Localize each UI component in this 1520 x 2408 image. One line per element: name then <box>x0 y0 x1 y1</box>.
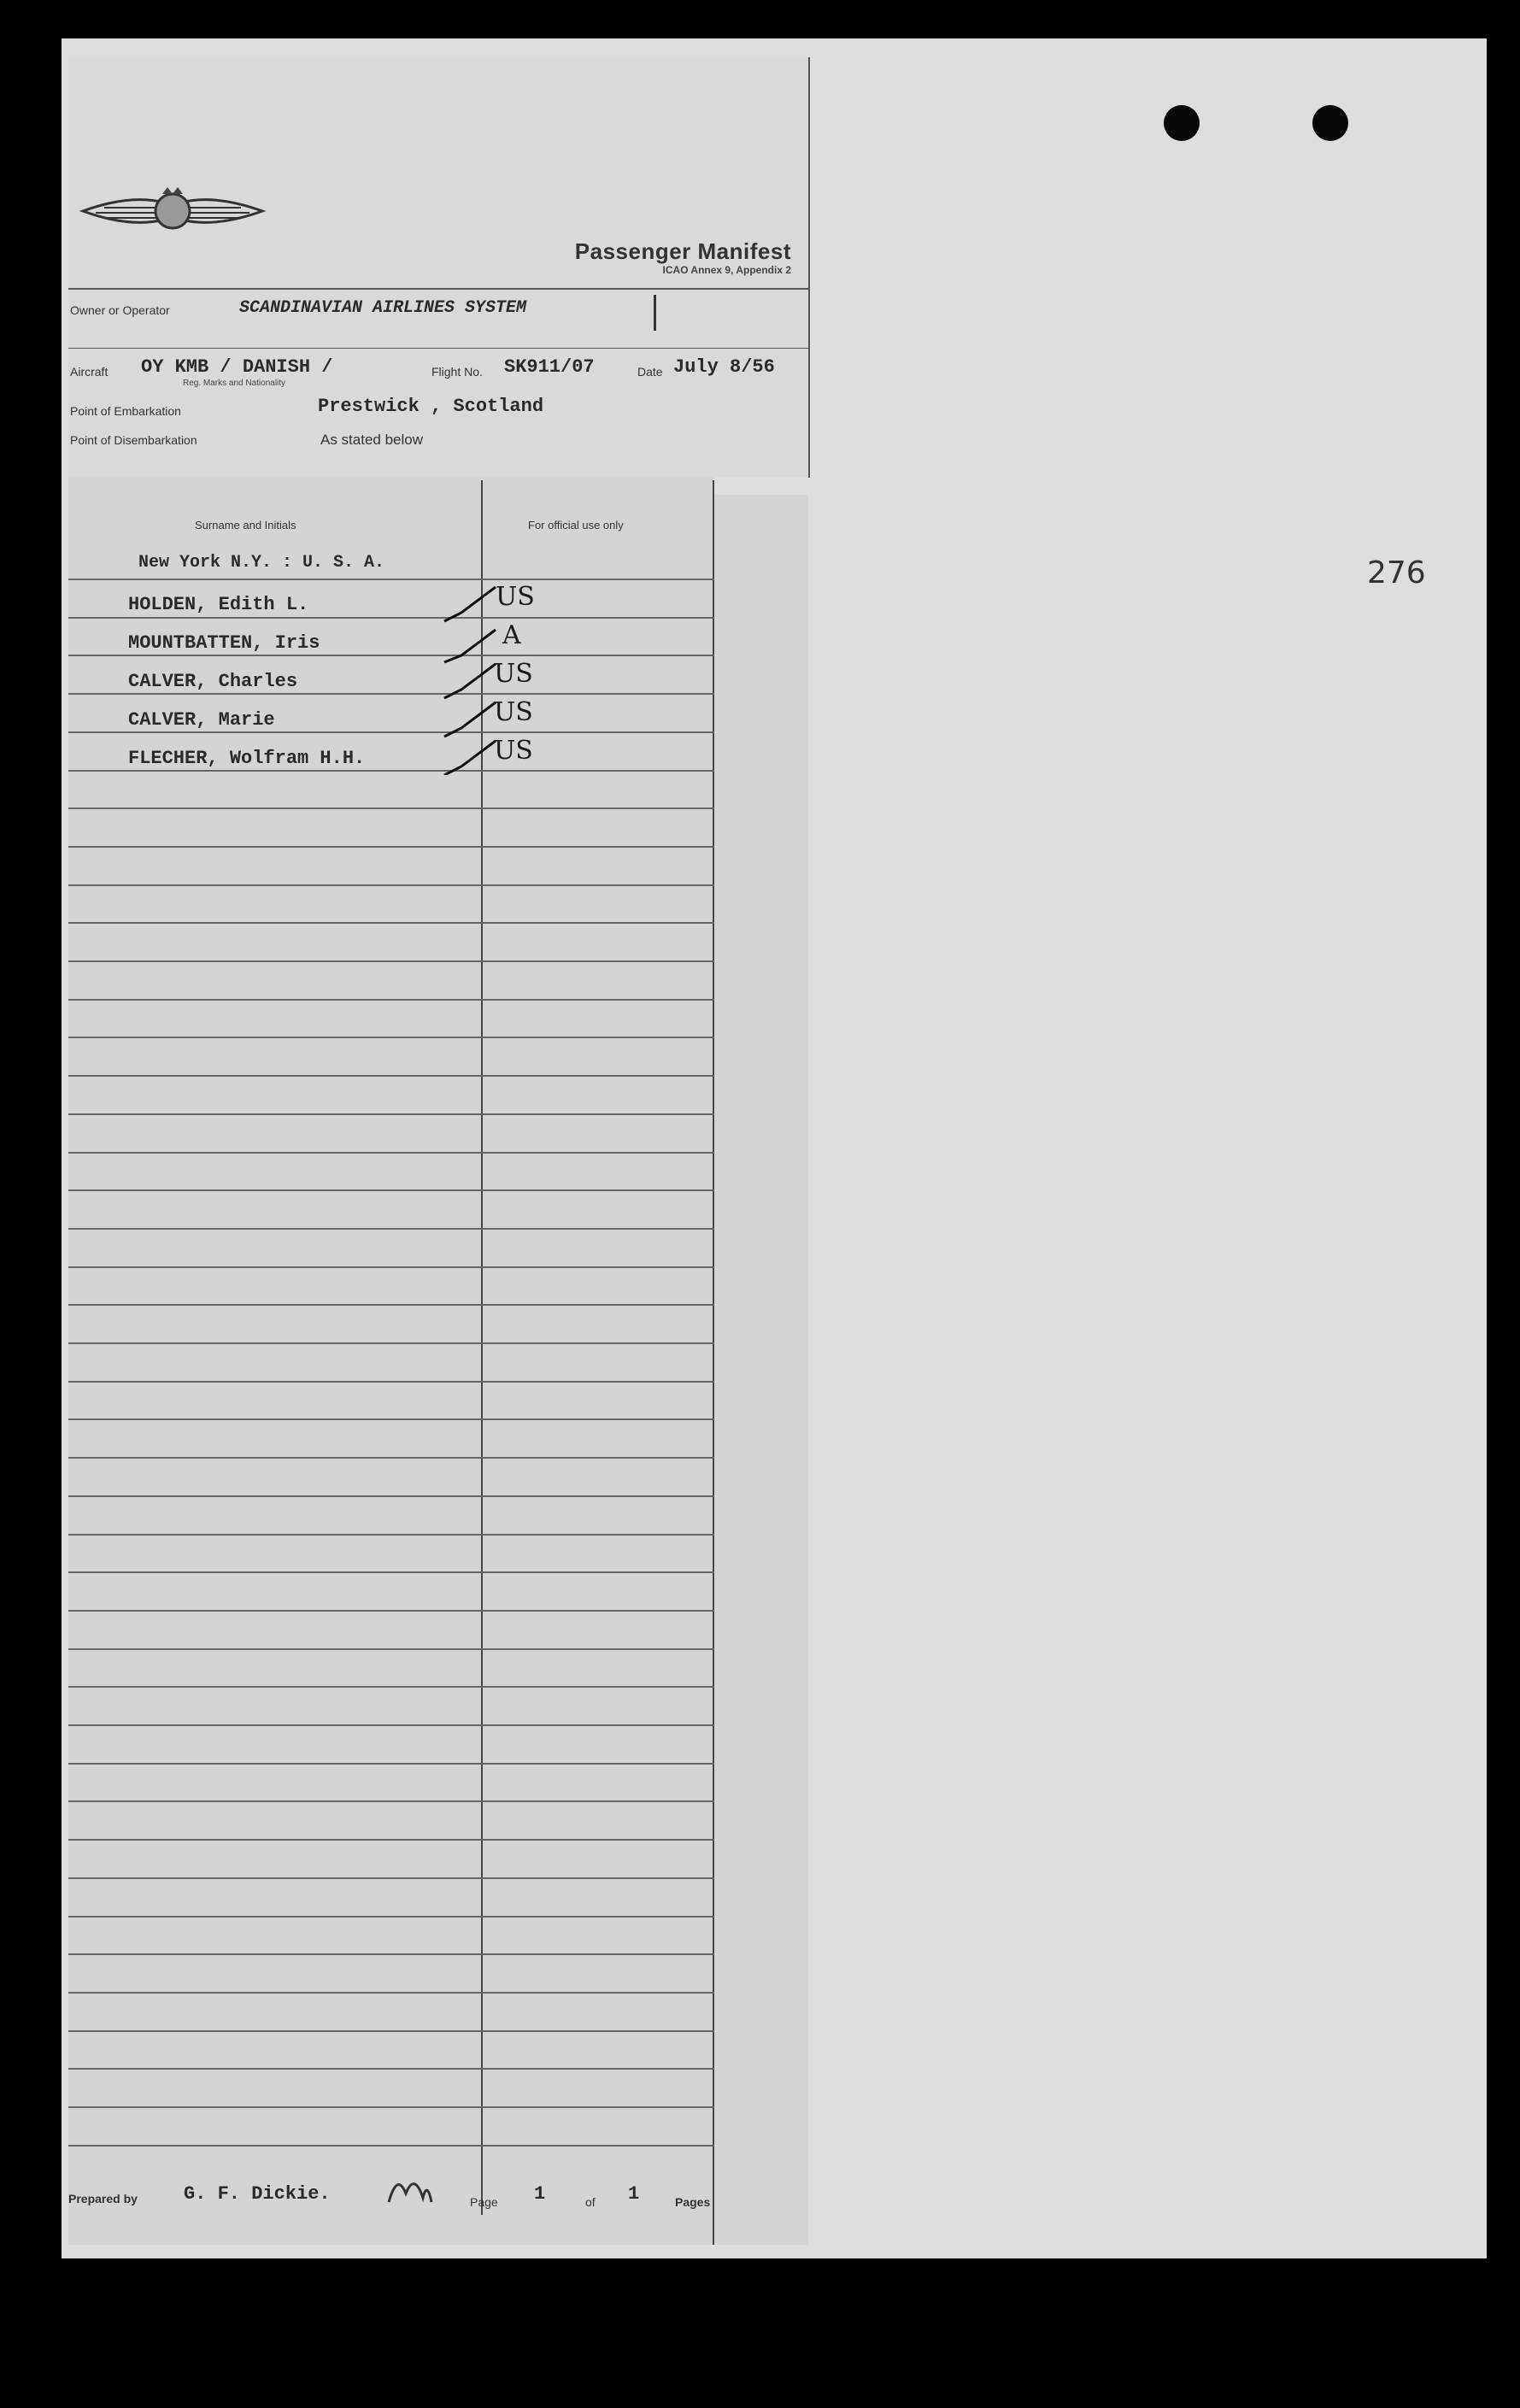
page-value: 1 <box>534 2183 546 2205</box>
official-mark: A <box>502 620 521 650</box>
official-mark: US <box>494 697 533 727</box>
ruled-line <box>68 922 714 924</box>
ruled-line <box>68 1495 714 1497</box>
destination: New York N.Y. : U. S. A. <box>138 553 385 573</box>
prepared-label: Prepared by <box>68 2192 138 2205</box>
official-mark: US <box>494 736 533 766</box>
page-label: Page <box>470 2195 498 2209</box>
ruled-line <box>68 1571 714 1573</box>
ruled-line <box>68 2145 714 2147</box>
ruled-line <box>68 1113 714 1115</box>
divider <box>68 288 808 290</box>
page-number: 276 <box>1367 555 1426 590</box>
manifest-header <box>68 57 810 478</box>
check-marks <box>436 570 513 775</box>
date-value: July 8/56 <box>673 356 775 378</box>
ruled-line <box>68 731 714 733</box>
punch-hole <box>1312 105 1348 141</box>
ruled-line <box>68 1534 714 1536</box>
ruled-line <box>68 1763 714 1765</box>
ruled-line <box>68 1228 714 1230</box>
passenger-name: MOUNTBATTEN, Iris <box>128 632 320 654</box>
ruled-line <box>68 960 714 962</box>
flight-value: SK911/07 <box>504 356 595 378</box>
tick-mark <box>654 295 656 331</box>
passenger-manifest-form <box>68 57 808 2245</box>
owner-value: SCANDINAVIAN AIRLINES SYSTEM <box>239 298 527 318</box>
ruled-line <box>68 1610 714 1612</box>
ruled-line <box>68 2068 714 2070</box>
ruled-line <box>68 693 714 695</box>
ruled-line <box>68 1266 714 1268</box>
official-mark: US <box>496 582 535 612</box>
ruled-line <box>68 1418 714 1420</box>
form-subtitle: ICAO Annex 9, Appendix 2 <box>662 264 791 276</box>
ruled-line <box>68 1189 714 1191</box>
ruled-line <box>68 1992 714 1994</box>
ruled-line <box>68 770 714 772</box>
prepared-value: G. F. Dickie. <box>184 2183 331 2205</box>
column-divider <box>713 480 714 2245</box>
document-sheet <box>62 38 1487 2258</box>
official-mark: US <box>494 659 533 689</box>
ruled-line <box>68 1724 714 1726</box>
ruled-line <box>68 1953 714 1955</box>
owner-label: Owner or Operator <box>70 303 170 317</box>
passenger-name: FLECHER, Wolfram H.H. <box>128 748 366 769</box>
passenger-name: HOLDEN, Edith L. <box>128 594 309 615</box>
passenger-name: CALVER, Marie <box>128 709 275 731</box>
col-header-name: Surname and Initials <box>195 519 296 532</box>
ruled-line <box>68 999 714 1001</box>
disembark-value: As stated below <box>320 432 424 448</box>
ruled-line <box>68 1800 714 1802</box>
ruled-line <box>68 1152 714 1154</box>
ruled-line <box>68 884 714 886</box>
ruled-line <box>68 808 714 809</box>
ruled-line <box>68 846 714 848</box>
ruled-line <box>68 1916 714 1918</box>
ruled-line <box>68 2106 714 2108</box>
embark-label: Point of Embarkation <box>70 404 181 418</box>
ruled-line <box>68 2030 714 2032</box>
pages-label: Pages <box>675 2195 711 2209</box>
ruled-line <box>68 1037 714 1038</box>
embark-value: Prestwick , Scotland <box>318 396 544 417</box>
ruled-line <box>68 655 714 656</box>
ruled-line <box>68 1839 714 1841</box>
ruled-line <box>68 1304 714 1306</box>
aircraft-value: OY KMB / DANISH / <box>141 356 333 378</box>
disembark-label: Point of Disembarkation <box>70 433 197 447</box>
ruled-line <box>68 1381 714 1383</box>
ruled-line <box>68 579 714 580</box>
aircraft-label: Aircraft <box>70 365 109 379</box>
signature-scribble <box>384 2168 436 2211</box>
col-header-official: For official use only <box>528 519 624 532</box>
aircraft-sub-label: Reg. Marks and Nationality <box>183 379 286 388</box>
punch-hole <box>1164 105 1200 141</box>
ruled-line <box>68 1075 714 1077</box>
ruled-line <box>68 1686 714 1688</box>
form-title: Passenger Manifest <box>574 238 791 264</box>
of-label: of <box>585 2195 596 2209</box>
ruled-line <box>68 1648 714 1650</box>
ruled-line <box>68 617 714 619</box>
ruled-line <box>68 1342 714 1344</box>
ruled-line <box>68 1877 714 1879</box>
airline-wings-logo <box>79 168 267 254</box>
of-value: 1 <box>628 2183 640 2205</box>
form-edge <box>713 478 808 495</box>
passenger-name: CALVER, Charles <box>128 671 298 692</box>
date-label: Date <box>637 365 663 379</box>
divider <box>68 348 808 349</box>
flight-label: Flight No. <box>431 365 483 379</box>
ruled-line <box>68 1457 714 1459</box>
